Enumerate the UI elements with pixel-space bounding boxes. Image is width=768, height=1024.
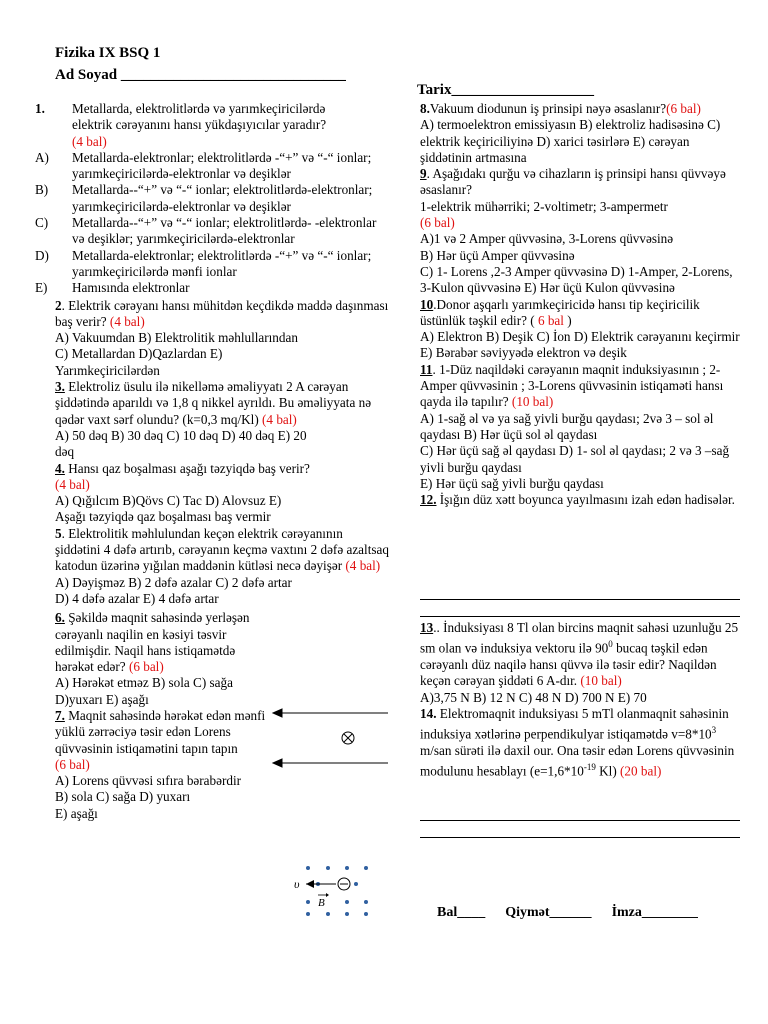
field-dots — [306, 866, 368, 916]
question-text: . Elektrik cərəyanı hansı mühitdən keçdikdə maddə daşınması baş verir? — [55, 297, 389, 329]
question-1 — [35, 101, 390, 297]
question-number: 9 — [420, 166, 427, 182]
question-3 — [35, 379, 390, 460]
electron-icon — [338, 878, 350, 890]
points-label: (6 bal) — [55, 756, 90, 772]
points-label: (20 bal) — [620, 763, 662, 779]
options-line: Yarımkeçiricilərdən — [55, 362, 160, 378]
question-9 — [420, 166, 740, 296]
option-c[interactable]: C) Metallarda--“+” və “-“ ionlar; elektrolitlərdə- -elektronlar və deşiklər; yarımkeçiricilərdə-elektronlar — [35, 215, 377, 247]
wire-cross-section-icon — [342, 732, 354, 744]
question-2 — [35, 298, 390, 379]
options-line: A) Lorens qüvvəsi sıfıra bərabərdir — [55, 773, 242, 789]
points-label: (10 bal) — [511, 394, 554, 410]
option-d[interactable]: D) Metallarda-elektronlar; elektrolitlərdə -“+” və “-“ ionlar; yarımkeçiricilərdə mənfi ionlar — [35, 247, 372, 279]
points-label: (6 bal) — [666, 101, 701, 116]
grade-field[interactable]: Qiymət______ — [505, 905, 592, 920]
question-text: qüvvəsinin istiqamətini tapın tapın — [55, 740, 238, 756]
points-label: (6 bal) — [420, 215, 455, 231]
question-text: Vakuum diodunun iş prinsipi nəyə əsaslanır? — [429, 101, 667, 116]
question-text: .. İnduksiyası 8 Tl olan bircins maqnit sahəsi uzunluğu 25 sm olan və induksiya vektoru ilə 90 — [420, 620, 739, 656]
footer-grade — [437, 905, 698, 921]
option-b[interactable]: B) Metallarda--“+” və “-“ ionlar; elektrolitlərdə-elektronlar; yarımkeçiricilərdə-elektronlar və deşiklər — [35, 182, 373, 214]
name-field[interactable] — [55, 66, 346, 85]
options-line: E) Hər üçü sağ yivli burğu qaydası — [420, 475, 604, 491]
question-11 — [420, 362, 740, 492]
question-number: 12. — [420, 492, 437, 508]
answer-line[interactable] — [420, 599, 740, 600]
question-4 — [35, 461, 390, 526]
name-line: ______________________________ — [120, 67, 346, 83]
options-line: A) Vakuumdan B) Elektrolitik məhlullarından — [55, 330, 298, 346]
options-line: C) Hər üçü sağ əl qaydası D) 1- sol əl qaydası; 2 və 3 –sağ yivli burğu qaydası — [420, 443, 730, 475]
question-number: 8. — [420, 101, 430, 116]
options-line: A) Hərəkət etməz B) sola C) sağa — [55, 675, 233, 691]
question-text: İşığın düz xətt boyunca yayılmasını izah edən hadisələr. — [436, 492, 735, 508]
points-label: (4 bal) — [109, 313, 145, 329]
arrow-head-icon — [273, 759, 282, 767]
options-line: A) 50 dəq B) 30 dəq C) 10 dəq D) 40 dəq E) 20 — [55, 427, 307, 443]
question-number: 11 — [420, 361, 433, 377]
options-line: C) 1- Lorens ,2-3 Amper qüvvəsinə D) 1-Amper, 2-Lorens, 3-Kulon qüvvəsinə E) Hər üçü Kulon qüvvəsinə — [420, 263, 733, 296]
options-line: A) Elektron B) Deşik C) İon D) Elektrik cərəyanını keçirmir E) Bərabər səviyyədə elektron və deşik — [420, 329, 740, 361]
question-12 — [420, 492, 740, 508]
question-text: Metallarda, elektrolitlərdə və yarımkeçiricilərdə — [72, 101, 326, 116]
question-number: 5 — [55, 525, 62, 541]
points-label: (4 bal) — [55, 476, 90, 492]
answer-line[interactable] — [420, 820, 740, 821]
options-line: A)1 və 2 Amper qüvvəsinə, 3-Lorens qüvvəsinə — [420, 231, 674, 247]
options-line: B) sola C) sağa D) yuxarı — [55, 789, 191, 805]
question-text: Elektroliz üsulu ilə nikelləmə əməliyyatı 2 A cərəyan şiddətində aparıldı və 1,8 q nikkel ayrıldı. Bu əməliyyata nə qədər vaxt sərf olundu? (k=0,3 mq/Kl) — [55, 379, 372, 427]
option-e[interactable]: E) Hamısında elektronlar — [35, 280, 190, 296]
question-text: Şəkildə maqnit sahəsində yerləşən cərəyanlı naqilin en kəsiyi təsvir edilmişdir. Naqil hans istiqamətdə hərəkət edər? — [55, 610, 250, 675]
options-line: B) Hər üçü Amper qüvvəsinə — [420, 247, 575, 263]
score-field[interactable]: Bal____ — [437, 905, 486, 920]
question-number: 3. — [55, 379, 65, 395]
question-number: 2 — [55, 297, 62, 313]
right-column — [420, 101, 740, 508]
field-label: B — [318, 897, 325, 909]
question-number: 6. — [55, 610, 65, 626]
points-label: (4 bal) — [345, 558, 381, 574]
points-label: (4 bal) — [262, 411, 297, 427]
question-text: . 1-Düz naqildəki cərəyanın maqnit induksiyasının ; 2-Amper qüvvəsinin ; 3-Lorens qüvvəsinin istiqaməti hansı qayda ilə tapılır? — [420, 361, 724, 410]
question-text: elektrik cərəyanını hansı yükdaşıyıcılar yaradır? — [72, 117, 327, 133]
question-13: 13.. İnduksiyası 8 Tl olan bircins maqnit sahəsi uzunluğu 25 sm olan və induksiya vektoru ilə $90^0$ bucaq təşkil edən cərəyanlı düz naqilə hansı qüvvə ilə təsir edir? Naqildən keçən cərəyan şiddəti 6 A-dır. (10 bal) A)3,75 N B) 12 N C) 48 N D) 700 N E) 70 — [420, 620, 739, 705]
page-title: Fizika IX BSQ 1 — [55, 45, 161, 61]
arrow-head-icon — [306, 880, 314, 888]
q6-magnetic-field-figure — [270, 705, 395, 775]
options-line: A)3,75 N B) 12 N C) 48 N D) 700 N E) 70 — [420, 689, 647, 705]
date-line: ___________________ — [451, 82, 594, 98]
options-line: C) Metallardan D)Qazlardan E) — [55, 346, 223, 362]
q7-particle-figure — [292, 862, 380, 918]
answer-line[interactable] — [420, 837, 740, 838]
question-number: 13 — [420, 620, 434, 635]
question-5 — [35, 526, 390, 607]
question-10: 10.Donor aşqarlı yarımkeçiricidə hansı tip keçiricilik üstünlük təşkil edir? ( 6 bal ) A) Elektron B) Deşik C) İon D) Elektrik cərəyanını keçirmir E) Bərabər səviyyədə elektron və deşik — [420, 296, 740, 361]
name-label: Ad Soyad — [55, 67, 121, 83]
question-number: 7. — [55, 707, 65, 723]
options-line: D) 4 dəfə azalar E) 4 dəfə artar — [55, 590, 219, 606]
options-line: A) Qığılcım B)Qövs C) Tac D) Alovsuz E) — [55, 493, 282, 509]
signature-field[interactable]: İmza________ — [611, 905, 698, 920]
points-label: (10 bal) — [580, 673, 622, 689]
velocity-label: υ — [294, 877, 300, 891]
question-text: Elektromaqnit induksiyası 5 mTl olanmaqnit sahəsinin induksiya xətlərinə perpendikulyar istiqamətdə v=8*10 — [420, 705, 729, 742]
question-number: 4. — [55, 460, 65, 476]
options-line: A) Dəyişməz B) 2 dəfə azalar C) 2 dəfə artar — [55, 574, 292, 590]
options-line: dəq — [55, 444, 75, 460]
options-line: D)yuxarı E) aşağı — [55, 691, 149, 707]
date-field[interactable] — [417, 81, 594, 100]
question-text: 1-elektrik mühərriki; 2-voltimetr; 3-ampermetr — [420, 198, 668, 214]
question-text: Maqnit sahəsində hərəkət edən mənfi yüklü zərrəciyə təsir edən Lorens — [55, 707, 266, 740]
question-text: . Elektrolitik məhlulundan keçən elektrik cərəyanının şiddətini 4 dəfə artırıb, cərəyanın keçmə vaxtını 2 dəfə azaltsaq katodun üzərinə yığılan maddənin kütləsi necə dəyişər — [55, 525, 389, 574]
question-14: 14. Elektromaqnit induksiyası 5 mTl olanmaqnit sahəsinin induksiya xətlərinə perpendikulyar istiqamətdə $v=8*10^3$ m/san sürəti ilə daxil our. Ona təsir edən Lorens qüvvəsinin modulunu hesablayı ($e=1,6*10^{-19}$ Kl) (20 bal) — [420, 705, 735, 779]
question-text: Hansı qaz boşalması aşağı təzyiqdə baş verir? — [64, 460, 310, 476]
points-label: (4 bal) — [72, 133, 107, 149]
arrow-head-icon — [273, 709, 282, 717]
question-number: 1. — [35, 101, 45, 116]
question-text: .Donor aşqarlı yarımkeçiricidə hansı tip keçiricilik üstünlük təşkil edir? ( — [420, 296, 700, 328]
options-line: A) termoelektron emissiyasın B) elektroliz hadisəsinə C) elektrik keçiriciliyinə D) xarici təsirlərə E) cərəyan şiddətinin artmasına — [420, 117, 721, 165]
options-line: A) 1-sağ əl və ya sağ yivli burğu qaydası; 2və 3 – sol əl qaydası B) Hər üçü sol əl qaydası — [420, 410, 714, 442]
right-column-lower — [420, 620, 740, 780]
options-line: E) aşağı — [55, 805, 98, 821]
date-label: Tarix — [417, 82, 452, 98]
points-label: 6 bal — [537, 312, 564, 328]
question-8 — [420, 101, 740, 166]
option-a[interactable]: A) Metallarda-elektronlar; elektrolitlərdə -“+” və “-“ ionlar; yarımkeçiricilərdə-elektronlar və deşiklər — [35, 149, 372, 182]
question-text: . Aşağıdakı qurğu və cihazların iş prinsipi hansı qüvvəyə əsaslanır? — [420, 166, 726, 198]
question-number: 10 — [420, 296, 434, 312]
question-number: 14. — [420, 705, 437, 721]
question-6 — [35, 610, 265, 708]
answer-line[interactable] — [420, 616, 740, 617]
options-line: Aşağı təzyiqdə qaz boşalması baş vermir — [55, 509, 271, 525]
points-label: (6 bal) — [128, 659, 164, 675]
